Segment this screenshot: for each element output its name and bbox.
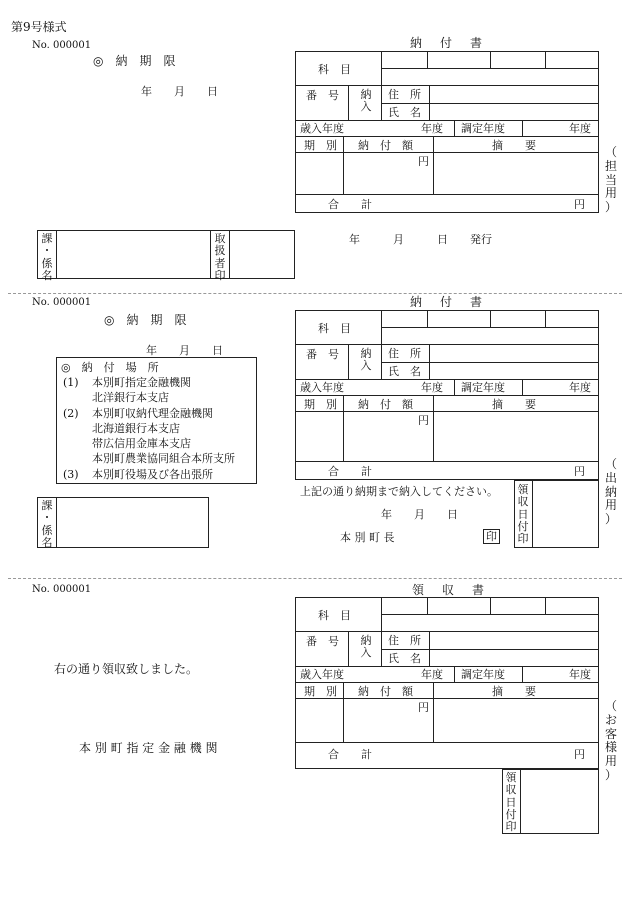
nendo-label-2: 年度 [569,668,591,681]
mayor-label: 本 別 町 長 [340,531,395,544]
ryoshu-label: 領 収 日 付 印 [517,483,529,546]
sainyu-label: 歳入年度 [300,381,344,394]
kamoku-label: 科 目 [318,63,351,76]
chotei-label: 調定年度 [461,122,505,135]
nendo-label-2: 年度 [569,122,591,135]
tekiyo-label: 摘 要 [492,398,536,411]
section1-date-line: 年 月 日 [141,85,218,98]
gokei-en-label: 円 [574,748,585,761]
kibetsu-label: 期 別 [304,398,337,411]
nendo-label: 年度 [421,668,443,681]
nofugaku-label: 納 付 額 [358,398,413,411]
received-text: 右の通り領収致しました。 [54,662,199,676]
section1-issued-line: 年 月 日 発行 [349,233,492,246]
form-number-2: No. 000001 [32,297,92,308]
shimei-label: 氏 名 [388,365,421,378]
section3-side-label: （ お 客 様 用 ） [604,699,617,782]
gokei-label: 合 計 [328,198,372,211]
bango-label: 番 号 [306,348,339,361]
place-2-line-2: 北海道銀行本支店 [92,422,180,435]
nendo-label: 年度 [421,122,443,135]
ryoshu-label: 領 収 日 付 印 [505,771,517,834]
kibetsu-label: 期 別 [304,139,337,152]
sainyu-label: 歳入年度 [300,668,344,681]
jusho-label: 住 所 [388,634,421,647]
tekiyo-label: 摘 要 [492,139,536,152]
en-label: 円 [418,414,429,427]
bango-label: 番 号 [306,89,339,102]
section3-table [295,597,599,769]
seal-mark: 印 [483,529,500,544]
gokei-en-label: 円 [574,198,585,211]
bango-label: 番 号 [306,635,339,648]
bank-text: 本 別 町 指 定 金 融 機 関 [79,741,218,755]
ka-label: 課 ・ 係 名 [41,232,53,282]
section2-title: 納 付 書 [410,295,486,309]
en-label: 円 [418,155,429,168]
nofugaku-label: 納 付 額 [358,139,413,152]
nyu-label: 納 入 [360,347,372,373]
cut-line-2 [8,578,622,579]
section1-deadline-label: ◎ 納 期 限 [93,54,176,68]
section2-notice: 上記の通り納期まで納入してください。 [300,485,498,498]
form-number: No. 000001 [32,40,92,51]
section2-deadline-label: ◎ 納 期 限 [104,313,187,327]
shimei-label: 氏 名 [388,106,421,119]
cut-line-1 [8,293,622,294]
section2-date-line-2: 年 月 日 [381,508,458,521]
nendo-label: 年度 [421,381,443,394]
place-1-line-1: 本別町指定金融機関 [92,376,191,389]
section1-side-label: （ 担 当 用 ） [604,145,617,215]
section3-title: 領 収 書 [412,583,488,597]
section2-side-label: （ 出 納 用 ） [604,457,617,527]
section1-table [295,51,599,213]
nyu-label: 納 入 [360,634,372,660]
place-2-num: (2) [63,407,79,420]
toriatsukai-label: 取 扱 者 印 [214,232,226,282]
gokei-label: 合 計 [328,748,372,761]
gokei-en-label: 円 [574,465,585,478]
ka-label: 課 ・ 係 名 [41,499,53,549]
section2-staff-box [37,497,209,548]
form-number-3: No. 000001 [32,584,92,595]
gokei-label: 合 計 [328,465,372,478]
section2-table [295,310,599,480]
sainyu-label: 歳入年度 [300,122,344,135]
place-3-num: (3) [63,468,79,481]
jusho-label: 住 所 [388,88,421,101]
nofugaku-label: 納 付 額 [358,685,413,698]
jusho-label: 住 所 [388,347,421,360]
place-2-line-1: 本別町収納代理金融機関 [92,407,213,420]
section1-title: 納 付 書 [410,36,486,50]
en-label: 円 [418,701,429,714]
kibetsu-label: 期 別 [304,685,337,698]
nyu-label: 納 入 [360,88,372,114]
tekiyo-label: 摘 要 [492,685,536,698]
chotei-label: 調定年度 [461,668,505,681]
form-id: 第9号様式 [11,20,67,34]
place-1-num: (1) [63,376,79,389]
section2-receipt-stamp-box [514,480,599,548]
place-2-line-3: 帯広信用金庫本支店 [92,437,191,450]
place-title: ◎ 納 付 場 所 [61,361,159,374]
section3-receipt-stamp-box [502,769,599,834]
nendo-label-2: 年度 [569,381,591,394]
chotei-label: 調定年度 [461,381,505,394]
section2-date-line: 年 月 日 [146,344,223,357]
kamoku-label: 科 目 [318,609,351,622]
shimei-label: 氏 名 [388,652,421,665]
place-2-line-4: 本別町農業協同組合本所支所 [92,452,235,465]
place-3-line-1: 本別町役場及び各出張所 [92,468,213,481]
place-1-line-2: 北洋銀行本支店 [92,391,169,404]
kamoku-label: 科 目 [318,322,351,335]
section1-staff-box [37,230,295,282]
